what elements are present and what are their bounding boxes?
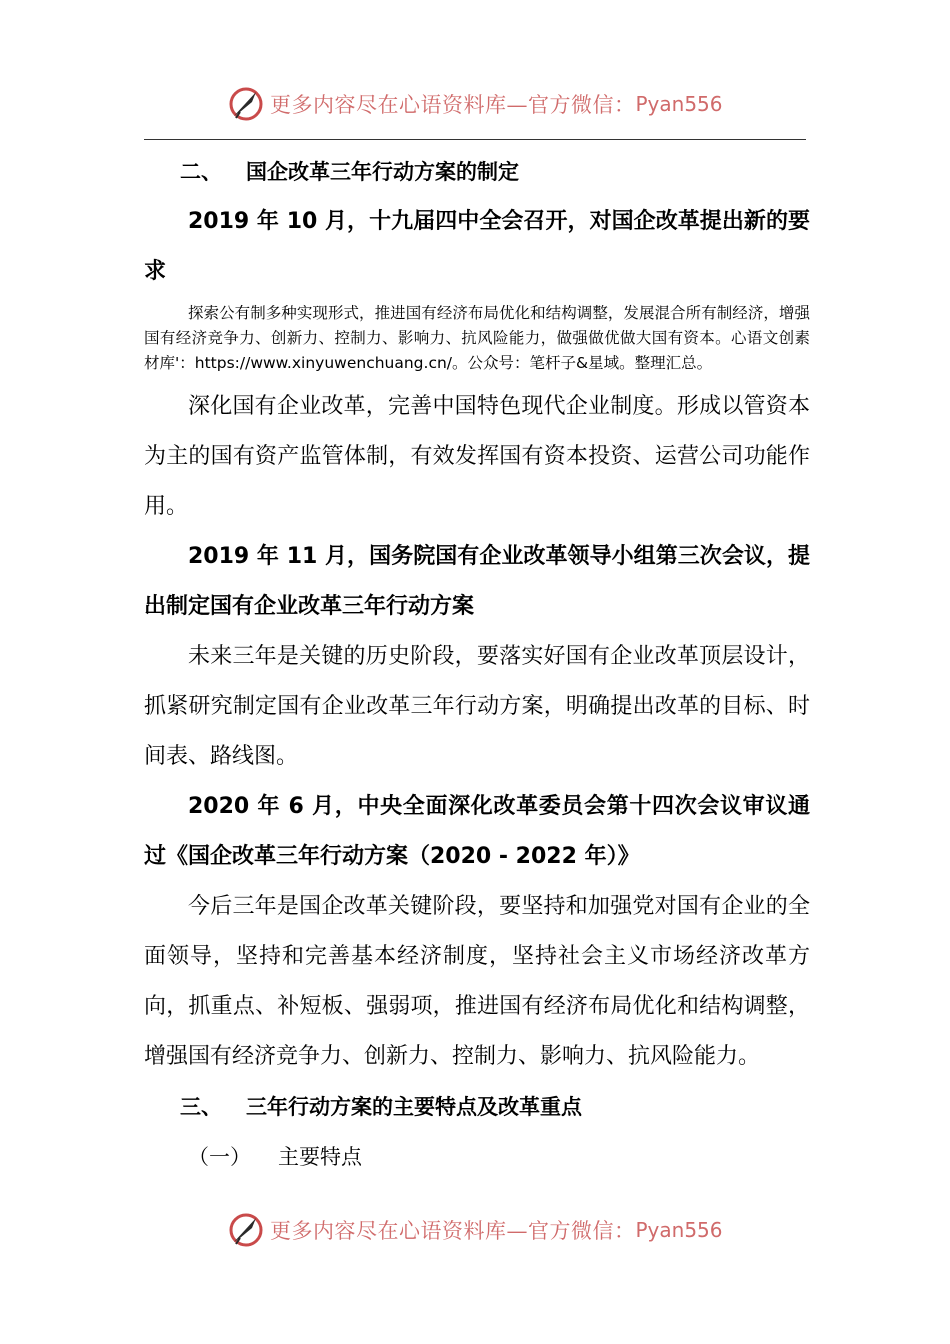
event-2019-10: 2019 年 10 月，十九届四中全会召开，对国企改革提出新的要求 [144, 209, 810, 284]
watermark-text: 更多内容尽在心语资料库—官方微信： [270, 1219, 636, 1243]
header-divider [144, 139, 806, 140]
note-paragraph: 探索公有制多种实现形式，推进国有经济布局优化和结构调整，发展混合所有制经济，增强国有经济竞争力、创新力、控制力、影响力、抗风险能力，做强做优做大国有资本。心语文创素材库'：https://www.xinyuwenchuang.cn/。公众号：笔杆子&星域。整理汇总。 [144, 304, 810, 372]
quill-logo-icon [228, 86, 264, 122]
watermark-wechat-id: Pyan556 [635, 92, 723, 116]
watermark-text: 更多内容尽在心语资料库—官方微信： [270, 93, 636, 117]
footer-watermark [228, 1210, 723, 1250]
paragraph: 今后三年是国企改革关键阶段，要坚持和加强党对国有企业的全面领导，坚持和完善基本经济制度，坚持社会主义市场经济改革方向，抓重点、补短板、强弱项，推进国有经济布局优化和结构调整，增强国有经济竞争力、创新力、控制力、影响力、抗风险能力。 [144, 894, 810, 1069]
event-2020-06: 2020 年 6 月，中央全面深化改革委员会第十四次会议审议通过《国企改革三年行动方案（2020 - 2022 年）》 [144, 794, 810, 869]
quill-logo-icon [228, 1212, 264, 1248]
event-2019-11: 2019 年 11 月，国务院国有企业改革领导小组第三次会议，提出制定国有企业改革三年行动方案 [144, 544, 810, 619]
section-heading-3 [144, 1082, 810, 1132]
section-number: 三、 [180, 1095, 222, 1119]
section-heading-2 [144, 147, 810, 197]
section-title: 三年行动方案的主要特点及改革重点 [246, 1095, 582, 1119]
section-number: 二、 [180, 160, 222, 184]
section-title: 国企改革三年行动方案的制定 [246, 160, 519, 184]
subsection-title: 主要特点 [278, 1145, 362, 1169]
header-watermark [228, 84, 723, 124]
subsection-heading [144, 1132, 810, 1182]
watermark-wechat-id: Pyan556 [635, 1218, 723, 1242]
paragraph: 深化国有企业改革，完善中国特色现代企业制度。形成以管资本为主的国有资产监管体制，有效发挥国有资本投资、运营公司功能作用。 [144, 394, 810, 519]
document-body [144, 147, 810, 1182]
paragraph: 未来三年是关键的历史阶段，要落实好国有企业改革顶层设计，抓紧研究制定国有企业改革三年行动方案，明确提出改革的目标、时间表、路线图。 [144, 644, 810, 769]
subsection-number: （一） [188, 1145, 251, 1169]
